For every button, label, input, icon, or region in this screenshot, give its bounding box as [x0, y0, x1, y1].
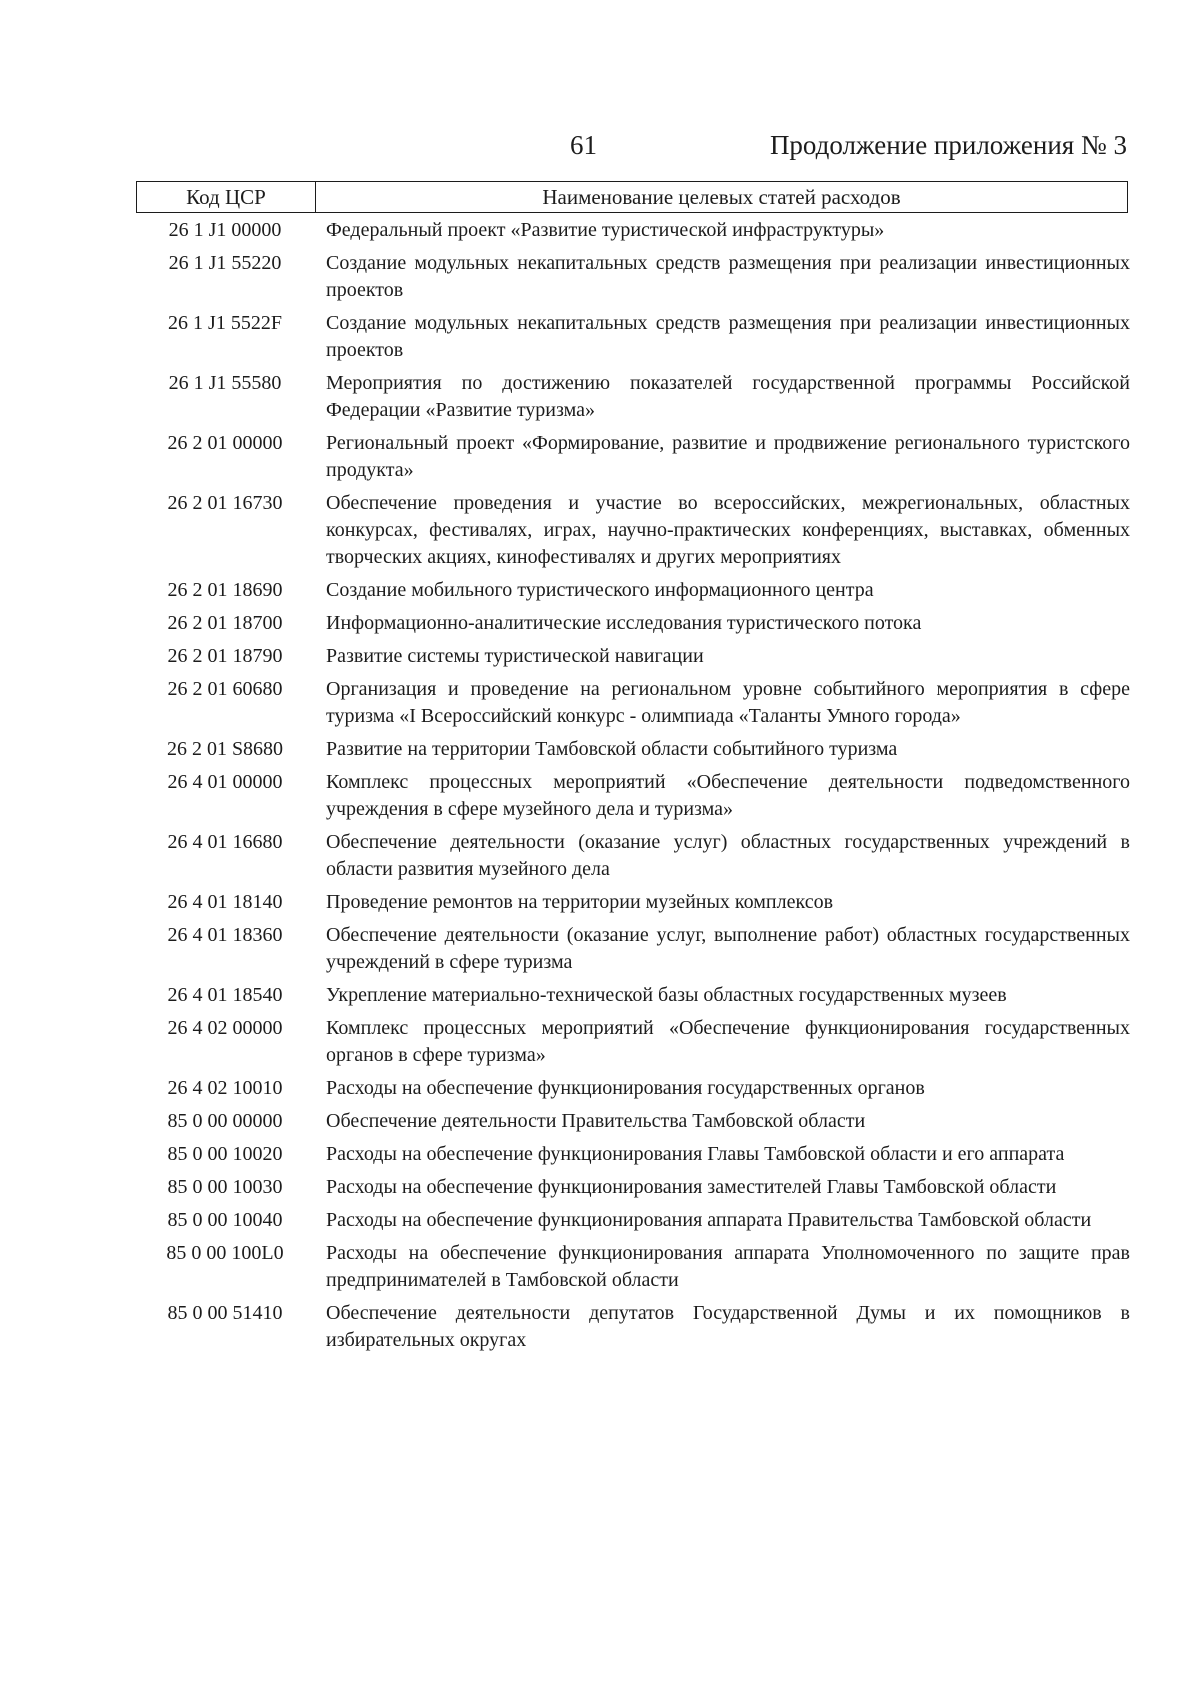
row-code: 85 0 00 10040: [167, 1209, 283, 1231]
row-code: 26 4 02 10010: [167, 1077, 283, 1099]
row-name: Обеспечение деятельности (оказание услуг) областных государственных учреждений в области развития музейного дела: [326, 831, 1130, 880]
table-row: [136, 643, 1130, 670]
table-row: [136, 1108, 1130, 1135]
appendix-continuation-label: Продолжение приложения № 3: [769, 130, 1127, 160]
row-name: Организация и проведение на региональном уровне событийного мероприятия в сфере туризма «I Всероссийский конкурс - олимпиада «Таланты Умного города»: [326, 678, 1130, 727]
row-code: 26 4 01 18140: [167, 891, 283, 913]
row-name: Комплекс процессных мероприятий «Обеспечение деятельности подведомственного учреждения в сфере музейного дела и туризма»: [326, 771, 1130, 820]
row-code: 26 1 J1 55580: [168, 372, 282, 394]
row-name: Создание модульных некапитальных средств размещения при реализации инвестиционных проектов: [326, 252, 1130, 301]
row-code: 26 2 01 16730: [167, 492, 283, 514]
row-name: Информационно-аналитические исследования туристического потока: [326, 612, 922, 634]
row-code: 26 4 01 18360: [167, 924, 283, 946]
table-row: [136, 1207, 1130, 1234]
row-code: 26 4 01 18540: [167, 984, 283, 1006]
row-code: 85 0 00 00000: [167, 1110, 283, 1132]
row-name: Обеспечение проведения и участие во всероссийских, межрегиональных, областных конкурсах, фестивалях, играх, научно-практических конференциях, выставках, обменных творческих акциях, кинофестивалях и других мероприятиях: [326, 492, 1130, 568]
row-code: 26 2 01 18790: [167, 645, 283, 667]
table-row: [136, 250, 1130, 304]
table-row: [136, 1300, 1130, 1354]
row-code: 85 0 00 51410: [167, 1302, 283, 1324]
table-row: [136, 889, 1130, 916]
row-name: Создание мобильного туристического информационного центра: [326, 579, 874, 601]
row-code: 26 2 01 18700: [167, 612, 283, 634]
table-row: [136, 676, 1130, 730]
table-row: [136, 577, 1130, 604]
row-name: Расходы на обеспечение функционирования государственных органов: [326, 1077, 925, 1099]
row-code: 85 0 00 10020: [167, 1143, 283, 1165]
row-name: Укрепление материально-технической базы областных государственных музеев: [326, 984, 1007, 1006]
row-name: Развитие системы туристической навигации: [326, 645, 704, 667]
table-row: [136, 922, 1130, 976]
table-row: [136, 1141, 1130, 1168]
row-code: 26 2 01 00000: [167, 432, 283, 454]
table-row: [136, 370, 1130, 424]
row-name: Обеспечение деятельности (оказание услуг, выполнение работ) областных государственных учреждений в сфере туризма: [326, 924, 1130, 973]
column-header-name: Наименование целевых статей расходов: [542, 185, 901, 209]
row-name: Развитие на территории Тамбовской области событийного туризма: [326, 738, 898, 760]
row-name: Мероприятия по достижению показателей государственной программы Российской Федерации «Развитие туризма»: [326, 372, 1130, 421]
row-name: Федеральный проект «Развитие туристической инфраструктуры»: [326, 219, 885, 241]
row-code: 26 2 01 60680: [167, 678, 283, 700]
row-name: Региональный проект «Формирование, развитие и продвижение регионального туристского продукта»: [326, 432, 1130, 481]
row-name: Проведение ремонтов на территории музейных комплексов: [326, 891, 834, 913]
row-name: Расходы на обеспечение функционирования аппарата Правительства Тамбовской области: [326, 1209, 1092, 1231]
row-code: 26 2 01 18690: [167, 579, 283, 601]
table-row: [136, 217, 1130, 244]
row-name: Расходы на обеспечение функционирования аппарата Уполномоченного по защите прав предпринимателей в Тамбовской области: [326, 1242, 1130, 1291]
table-header: [136, 181, 1128, 213]
table-body: [136, 217, 1130, 1360]
table-row: [136, 1240, 1130, 1294]
table-row: [136, 610, 1130, 637]
row-code: 26 1 J1 00000: [168, 219, 282, 241]
row-code: 26 1 J1 5522F: [168, 312, 282, 334]
table-row: [136, 490, 1130, 571]
table-row: [136, 829, 1130, 883]
table-row: [136, 310, 1130, 364]
row-name: Расходы на обеспечение функционирования Главы Тамбовской области и его аппарата: [326, 1143, 1065, 1165]
row-name: Создание модульных некапитальных средств размещения при реализации инвестиционных проектов: [326, 312, 1130, 361]
row-name: Комплекс процессных мероприятий «Обеспечение функционирования государственных органов в сфере туризма»: [326, 1017, 1130, 1066]
row-name: Обеспечение деятельности Правительства Тамбовской области: [326, 1110, 866, 1132]
column-header-code: Код ЦСР: [137, 182, 316, 212]
row-code: 26 4 02 00000: [167, 1017, 283, 1039]
row-code: 85 0 00 10030: [167, 1176, 283, 1198]
row-code: 26 4 01 16680: [167, 831, 283, 853]
table-row: [136, 1075, 1130, 1102]
row-code: 85 0 00 100L0: [166, 1242, 284, 1264]
table-row: [136, 736, 1130, 763]
row-code: 26 4 01 00000: [167, 771, 283, 793]
table-row: [136, 1015, 1130, 1069]
page-number: 61: [570, 130, 597, 160]
row-name: Обеспечение деятельности депутатов Государственной Думы и их помощников в избирательных округах: [326, 1302, 1130, 1351]
page-header: [0, 128, 1200, 168]
row-code: 26 1 J1 55220: [168, 252, 282, 274]
row-code: 26 2 01 S8680: [166, 738, 284, 760]
table-row: [136, 430, 1130, 484]
table-row: [136, 769, 1130, 823]
table-row: [136, 982, 1130, 1009]
table-row: [136, 1174, 1130, 1201]
row-name: Расходы на обеспечение функционирования заместителей Главы Тамбовской области: [326, 1176, 1057, 1198]
